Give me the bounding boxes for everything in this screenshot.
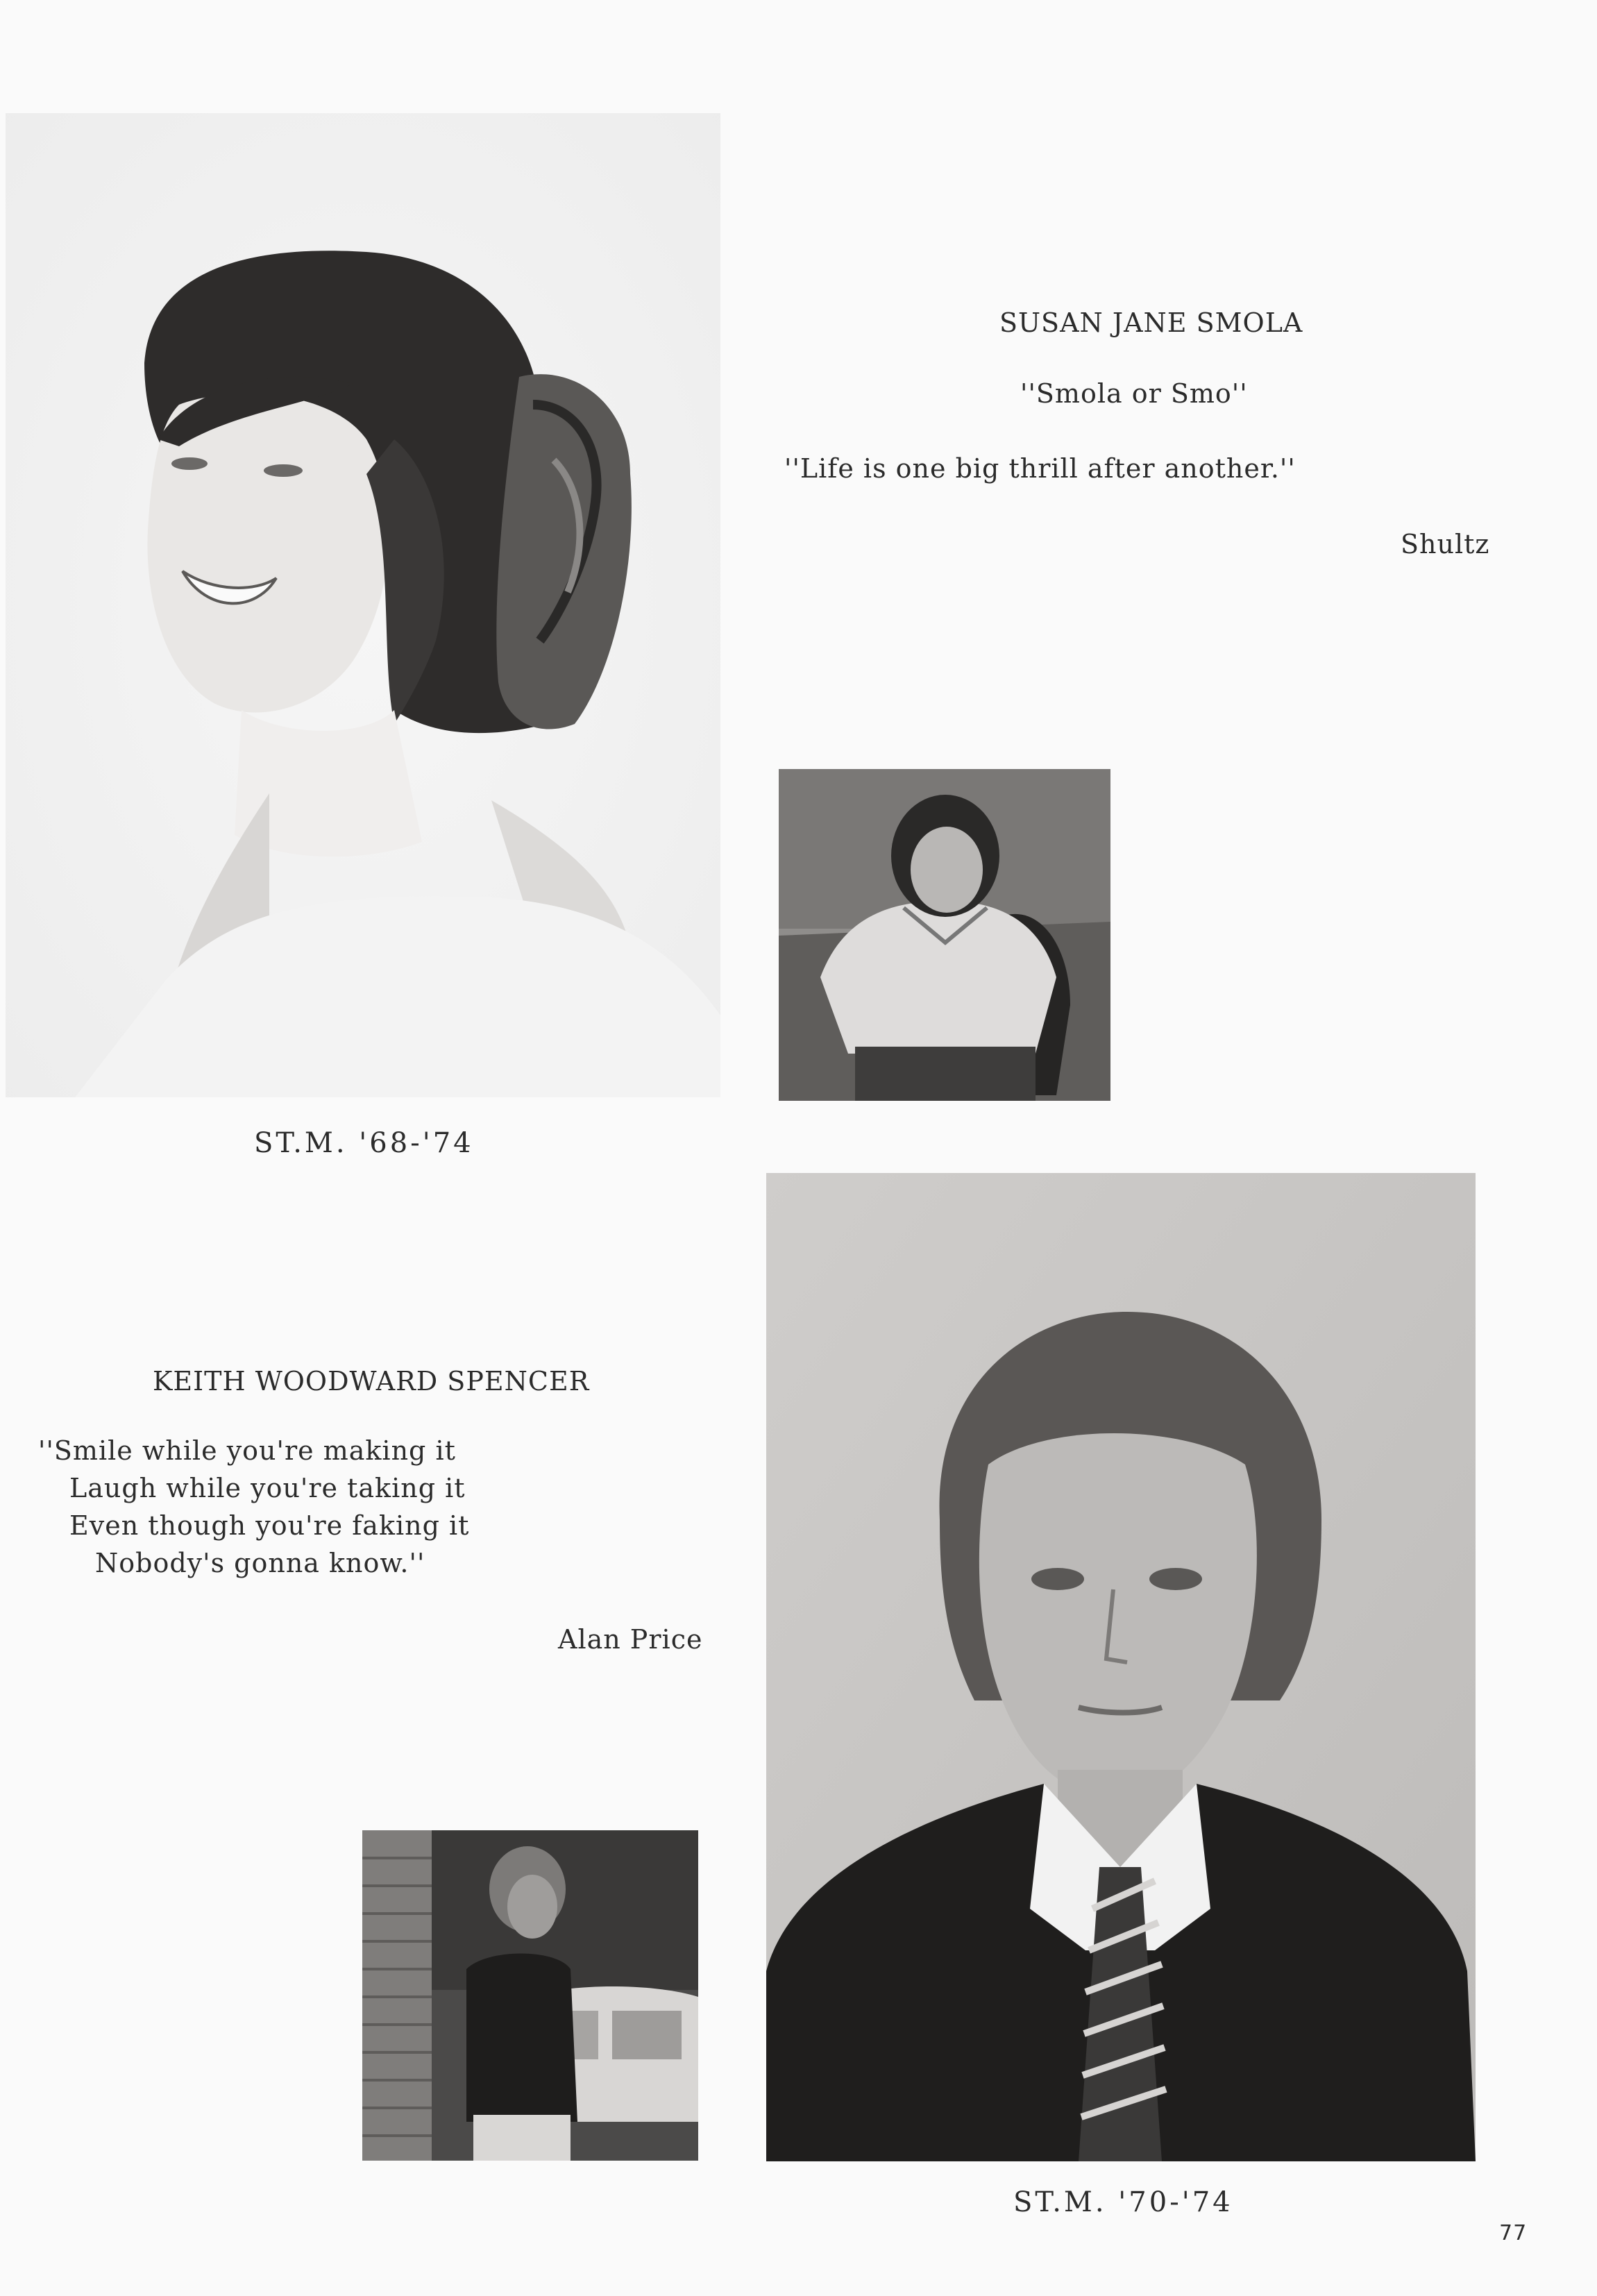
portrait-photo-susan [6, 113, 720, 1097]
student-quote-susan: ''Life is one big thrill after another.'' [784, 453, 1296, 484]
quote-attribution-keith: Alan Price [558, 1624, 703, 1655]
quote-line: Even though you're faking it [69, 1510, 470, 1541]
candid-photo-susan [779, 769, 1110, 1101]
student-nickname-susan: ''Smola or Smo'' [1020, 378, 1248, 409]
quote-line: Nobody's gonna know.'' [95, 1548, 425, 1578]
candid-photo-keith [362, 1830, 698, 2161]
quote-line: Laugh while you're taking it [69, 1473, 466, 1503]
student-quote-keith [38, 1432, 469, 1582]
page-number: 77 [1499, 2221, 1528, 2245]
years-attended-keith: ST.M. '70-'74 [1013, 2186, 1233, 2218]
student-name-susan: SUSAN JANE SMOLA [999, 307, 1303, 338]
years-attended-susan: ST.M. '68-'74 [254, 1127, 474, 1159]
portrait-photo-keith [766, 1173, 1476, 2161]
quote-attribution-susan: Shultz [1401, 529, 1490, 559]
student-name-keith: KEITH WOODWARD SPENCER [153, 1366, 590, 1396]
quote-line: ''Smile while you're making it [38, 1435, 456, 1466]
